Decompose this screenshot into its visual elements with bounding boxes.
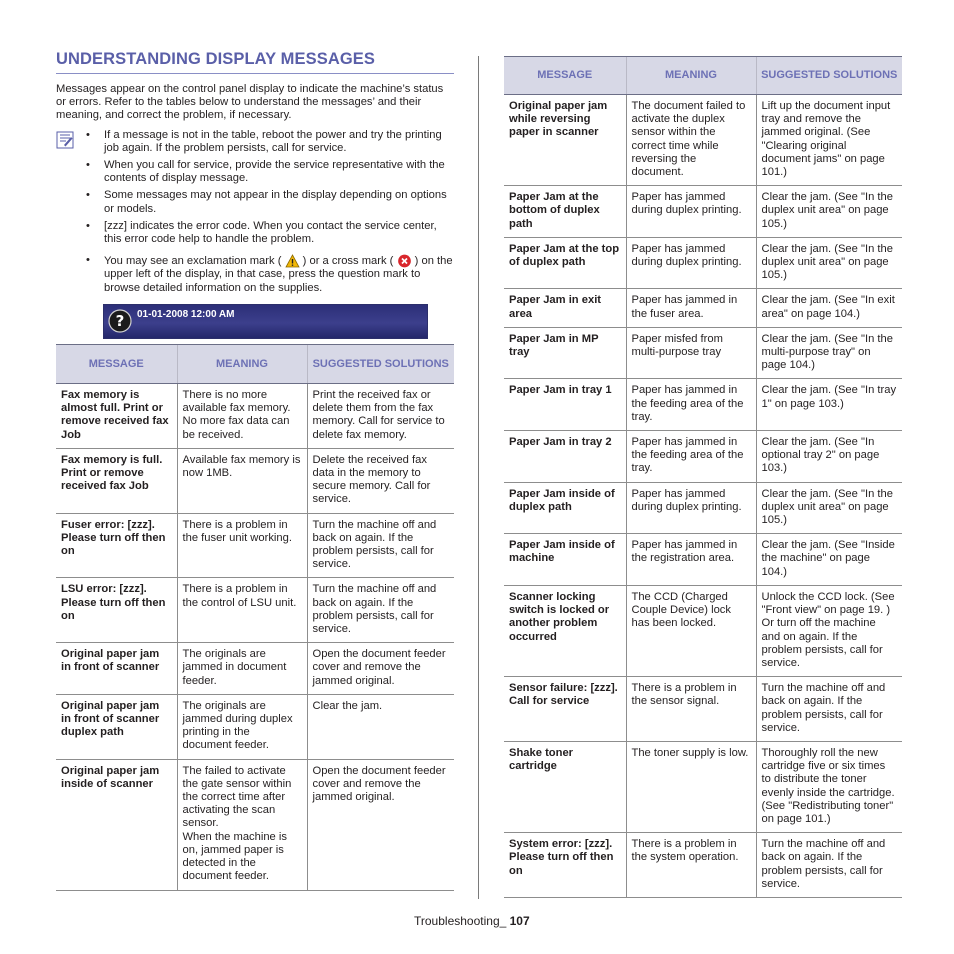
cell-meaning: Paper has jammed in the feeding area of the tray. <box>626 379 756 431</box>
cell-meaning: The CCD (Charged Couple Device) lock has been locked. <box>626 585 756 676</box>
display-datetime: 01-01-2008 12:00 AM <box>137 308 235 320</box>
cell-solution: Clear the jam. (See "In the duplex unit area" on page 105.) <box>756 482 902 534</box>
cell-message: Sensor failure: [zzz]. Call for service <box>504 677 626 742</box>
table-row <box>56 513 454 578</box>
table-row <box>504 237 902 289</box>
cell-meaning: Paper has jammed during duplex printing. <box>626 482 756 534</box>
cell-meaning: Available fax memory is now 1MB. <box>177 448 307 513</box>
exclamation-icon <box>285 254 300 268</box>
cell-solution: Print the received fax or delete them from the fax memory. Call for service to delete fax memory. <box>307 384 454 449</box>
cell-solution: Clear the jam. (See "In the duplex unit area" on page 105.) <box>756 237 902 289</box>
notes-list <box>56 129 454 295</box>
note-item: • If a message is not in the table, reboot the power and try the printing job again. If the problem persists, call for service. <box>104 129 454 155</box>
cell-message: Scanner locking switch is locked or another problem occurred <box>504 585 626 676</box>
cell-meaning: There is a problem in the fuser unit working. <box>177 513 307 578</box>
cell-solution: Delete the received fax data in the memory to secure memory. Call for service. <box>307 448 454 513</box>
note-text: ) or a cross mark ( <box>302 255 394 268</box>
cell-meaning: The failed to activate the gate sensor within the correct time after activating the scan sensor. When the machine is on, jammed paper is detected in the document feeder. <box>177 759 307 890</box>
cell-message: Original paper jam inside of scanner <box>56 759 177 890</box>
table-row <box>56 643 454 695</box>
question-mark-icon <box>108 309 132 333</box>
col-header-message: MESSAGE <box>56 345 177 384</box>
cell-meaning: There is no more available fax memory. No more fax data can be received. <box>177 384 307 449</box>
col-header-solutions: SUGGESTED SOLUTIONS <box>307 345 454 384</box>
table-row <box>504 379 902 431</box>
table-row <box>56 759 454 890</box>
cell-message: Shake toner cartridge <box>504 741 626 832</box>
cross-mark-icon <box>397 254 412 268</box>
messages-table-right <box>504 56 902 898</box>
left-column <box>56 50 454 339</box>
note-item: • [zzz] indicates the error code. When you contact the service center, this error code help to handle the problem. <box>104 220 454 246</box>
table-row <box>504 95 902 186</box>
cell-meaning: There is a problem in the control of LSU unit. <box>177 578 307 643</box>
cell-solution: Open the document feeder cover and remove the jammed original. <box>307 643 454 695</box>
note-text: ) on the upper left of the display, in that case, press the question mark to browse detailed information on the supplies. <box>104 255 453 294</box>
table-row <box>504 585 902 676</box>
cell-message: System error: [zzz]. Please turn off then on <box>504 833 626 898</box>
table-row <box>504 186 902 238</box>
table-body <box>56 384 454 891</box>
cell-solution: Clear the jam. (See "In the duplex unit area" on page 105.) <box>756 186 902 238</box>
table-row <box>504 677 902 742</box>
cell-message: Paper Jam in exit area <box>504 289 626 327</box>
cell-message: Paper Jam in MP tray <box>504 327 626 379</box>
table-row <box>504 289 902 327</box>
cell-message: Paper Jam in tray 1 <box>504 379 626 431</box>
cell-solution: Turn the machine off and back on again. If the problem persists, call for service. <box>756 833 902 898</box>
section-heading: UNDERSTANDING DISPLAY MESSAGES <box>56 50 454 74</box>
cell-solution: Turn the machine off and back on again. If the problem persists, call for service. <box>756 677 902 742</box>
cell-solution: Unlock the CCD lock. (See "Front view" on page 19. ) Or turn off the machine and on again. If the problem persists, call for service. <box>756 585 902 676</box>
footer-section: Troubleshooting_ <box>414 914 510 928</box>
cell-meaning: Paper has jammed in the fuser area. <box>626 289 756 327</box>
note-item: • When you call for service, provide the service representative with the contents of display message. <box>104 159 454 185</box>
cell-meaning: Paper misfed from multi-purpose tray <box>626 327 756 379</box>
cell-solution: Clear the jam. <box>307 694 454 759</box>
cell-meaning: The originals are jammed during duplex printing in the document feeder. <box>177 694 307 759</box>
col-header-meaning: MEANING <box>177 345 307 384</box>
cell-solution: Clear the jam. (See "In the multi-purpose tray" on page 104.) <box>756 327 902 379</box>
cell-message: Paper Jam inside of duplex path <box>504 482 626 534</box>
cell-message: Paper Jam inside of machine <box>504 534 626 586</box>
cell-solution: Lift up the document input tray and remove the jammed original. (See "Clearing original document jams" on page 101.) <box>756 95 902 186</box>
cell-solution: Clear the jam. (See "In tray 1" on page 103.) <box>756 379 902 431</box>
cell-meaning: Paper has jammed during duplex printing. <box>626 186 756 238</box>
cell-meaning: The originals are jammed in document feeder. <box>177 643 307 695</box>
cell-meaning: There is a problem in the sensor signal. <box>626 677 756 742</box>
cell-meaning: Paper has jammed in the feeding area of the tray. <box>626 431 756 483</box>
table-row <box>56 448 454 513</box>
cell-meaning: There is a problem in the system operation. <box>626 833 756 898</box>
cell-solution: Clear the jam. (See "In optional tray 2" on page 103.) <box>756 431 902 483</box>
table-body <box>504 95 902 898</box>
table-row <box>504 534 902 586</box>
table-row <box>504 482 902 534</box>
messages-table-left <box>56 344 454 891</box>
cell-meaning: The toner supply is low. <box>626 741 756 832</box>
column-divider <box>478 56 479 899</box>
table-row <box>56 694 454 759</box>
cell-message: Paper Jam at the top of duplex path <box>504 237 626 289</box>
col-header-meaning: MEANING <box>626 57 756 95</box>
table-row <box>56 578 454 643</box>
cell-message: Original paper jam in front of scanner duplex path <box>56 694 177 759</box>
cell-solution: Clear the jam. (See "In exit area" on page 104.) <box>756 289 902 327</box>
cell-solution: Turn the machine off and back on again. If the problem persists, call for service. <box>307 578 454 643</box>
note-text: You may see an exclamation mark ( <box>104 255 282 268</box>
cell-message: Paper Jam in tray 2 <box>504 431 626 483</box>
cell-solution: Thoroughly roll the new cartridge five or six times to distribute the toner evenly inside the cartridge. (See "Redistributing toner" on page 101.) <box>756 741 902 832</box>
cell-message: Original paper jam in front of scanner <box>56 643 177 695</box>
table-row <box>504 431 902 483</box>
cell-message: Original paper jam while reversing paper in scanner <box>504 95 626 186</box>
page-footer <box>414 914 530 928</box>
table-row <box>504 741 902 832</box>
note-item <box>104 254 454 295</box>
cell-solution: Clear the jam. (See "Inside the machine" on page 104.) <box>756 534 902 586</box>
cell-meaning: Paper has jammed in the registration area. <box>626 534 756 586</box>
cell-message: Fuser error: [zzz]. Please turn off then on <box>56 513 177 578</box>
intro-paragraph: Messages appear on the control panel display to indicate the machine’s status or errors. Refer to the tables below to understand the messages’ and their meaning, and correct the problem, if necessary. <box>56 83 444 122</box>
cell-message: Fax memory is almost full. Print or remove received fax Job <box>56 384 177 449</box>
table-row <box>56 384 454 449</box>
cell-meaning: Paper has jammed during duplex printing. <box>626 237 756 289</box>
col-header-solutions: SUGGESTED SOLUTIONS <box>756 57 902 95</box>
notes-block <box>56 129 454 295</box>
cell-solution: Turn the machine off and back on again. If the problem persists, call for service. <box>307 513 454 578</box>
cell-solution: Open the document feeder cover and remove the jammed original. <box>307 759 454 890</box>
table-row <box>504 327 902 379</box>
cell-message: LSU error: [zzz]. Please turn off then on <box>56 578 177 643</box>
page-number: 107 <box>509 914 530 928</box>
display-screen-image <box>103 304 428 339</box>
svg-text:?: ? <box>115 311 125 330</box>
table-row <box>504 833 902 898</box>
note-icon <box>56 131 74 149</box>
col-header-message: MESSAGE <box>504 57 626 95</box>
cell-meaning: The document failed to activate the duplex sensor within the correct time while reversing the document. <box>626 95 756 186</box>
cell-message: Fax memory is full. Print or remove received fax Job <box>56 448 177 513</box>
cell-message: Paper Jam at the bottom of duplex path <box>504 186 626 238</box>
note-item: • Some messages may not appear in the display depending on options or models. <box>104 189 454 215</box>
